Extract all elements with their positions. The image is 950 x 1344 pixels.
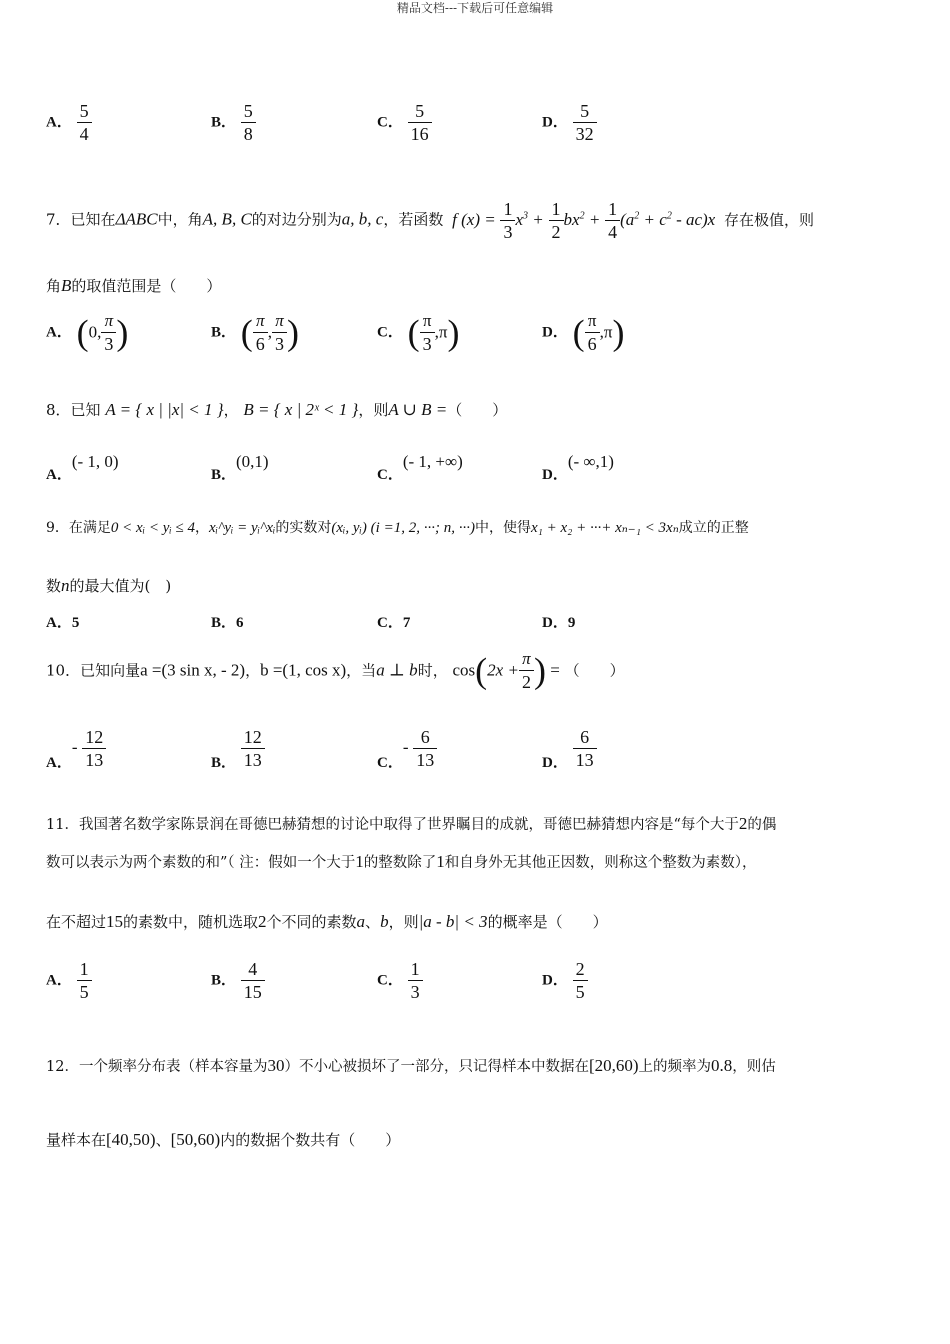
denominator: 15 [241,980,265,1003]
numerator: 4 [248,959,258,979]
fraction [241,726,265,771]
math-number: 30 [267,1056,285,1075]
stem-text: 中，角 [157,210,203,229]
fraction [500,198,515,243]
denominator: 2 [519,670,534,693]
fraction [408,958,423,1003]
q6-option-d[interactable] [542,100,597,145]
stem-text: 已知向量 [80,661,141,680]
math-var: n [61,576,70,595]
stem-text: ，当 [346,661,377,680]
stem-text: 和自身外无其他正因数，则称这个整数为素数）， [444,855,757,871]
option-label: B． [211,324,237,341]
math-condition: 0 < xᵢ < yᵢ ≤ 4 [110,520,195,536]
option-value: 7 [402,615,411,631]
option-value: (- 1, +∞) [402,452,463,471]
stem-text: 中，使得 [474,520,531,536]
denominator: 6 [253,332,268,355]
denominator: 8 [241,122,256,145]
option-sign: - [402,737,409,757]
stem-text: ，则估 [732,1059,776,1075]
denominator: 16 [408,122,432,145]
math-term: $(a^2 + c^2 - ac)x$ [620,209,716,229]
math-cos: cos [452,660,476,680]
math-term: $x^3$ + [515,209,544,229]
numerator: 12 [243,727,262,747]
q12-stem-line2 [46,1130,400,1150]
q7-option-d[interactable]: D． ( $\frac{\pi}{6}$ ,π) [542,311,625,354]
fraction [253,310,268,355]
q11-stem-line1 [46,814,776,835]
fraction [408,100,432,145]
math-triangle: ΔABC [115,209,158,229]
option-label: D． [542,972,568,989]
stem-text: 个不同的素数 [266,913,357,931]
numerator: π [104,311,114,330]
option-label: B． [211,467,237,483]
stem-text: 的取值范围是（ ） [71,277,222,295]
option-sign: - [71,737,78,757]
q9-option-a[interactable] [46,612,79,633]
option-label: D． [542,114,568,131]
fraction [573,100,597,145]
stem-text: 成立的正整 [678,520,749,536]
option-label: D． [542,467,568,483]
q9-stem-line1: 9．在满足0 < xᵢ < yᵢ ≤ 4，xᵢ^yᵢ = yᵢ^xᵢ的实数对(xᵢ, yᵢ) (i =1, 2, ···; n, ···)中，使得x₁ + x₂ + ···+ xₙ₋₁ < 3xₙ成立的正整 [46,520,749,536]
q8-option-c[interactable] [377,452,463,483]
math-perpendicular: a ⊥ b [376,660,418,680]
option-label: C． [377,754,403,771]
fraction [585,310,600,355]
option-label: B． [211,754,237,771]
q7-option-b[interactable]: B． ( $\frac{\pi}{6}$ , $\frac{\pi}{3}$ ) [211,311,300,354]
math-condition: xᵢ^yᵢ = yᵢ^xᵢ [208,520,276,536]
option-label: A． [46,324,72,341]
option-label: A． [46,972,72,989]
math-var: b [380,912,389,931]
math-vector-b: b =(1, cos x) [260,660,347,680]
q12-stem-line1 [46,1056,776,1077]
math-equals: = [545,660,560,680]
math-angles: A, B, C [202,209,252,229]
option-label: C． [377,114,403,131]
fraction [241,958,265,1003]
math-term: 2x + [487,660,519,680]
numerator: 5 [243,101,253,121]
stem-text: ，则 [358,401,389,419]
denominator: 3 [420,332,435,355]
q10-option-a[interactable] [46,726,106,771]
denominator: 3 [101,332,116,355]
option-value: 6 [236,615,244,631]
q11-option-c[interactable] [377,958,423,1003]
numerator: 12 [85,727,104,747]
stem-text: 的整数除了 [363,855,437,871]
fraction [549,198,564,243]
math-number: 15 [106,912,124,931]
q7-option-a[interactable]: A． (0, $\frac{\pi}{3}$ ) [46,311,129,354]
numerator: 5 [415,101,425,121]
fraction [420,310,435,355]
fraction [413,726,437,771]
option-label: B． [211,114,237,131]
option-label: A． [46,114,72,131]
stem-text: ）不小心被损坏了一部分，只记得样本中数据在 [284,1059,589,1075]
stem-text: 、 [155,1131,171,1149]
option-value: (- ∞,1) [567,452,614,471]
question-number: 10． [46,661,81,680]
stem-text: 数 [46,577,62,595]
fraction [272,310,287,355]
stem-text: （ ） [447,401,508,419]
stem-text: ， [223,401,239,419]
numerator: π [587,311,597,330]
fraction [573,726,597,771]
open-paren: ( [475,650,488,691]
close-paren: ) [533,650,546,691]
math-vector-a: a =(3 sin x, - 2) [140,660,246,680]
page-header: 精品文档---下载后可任意编辑 [396,1,554,15]
q11-stem-line2 [46,852,757,873]
numerator: π [422,311,432,330]
numerator: π [522,649,531,668]
option-label: A． [46,467,72,483]
open-paren: ( [240,312,253,353]
close-paren: ) [447,312,460,353]
fraction [573,958,588,1003]
fraction [605,198,620,243]
stem-text: ，若函数 [383,210,444,229]
q11-option-b[interactable] [211,958,265,1003]
close-paren: ) [612,312,625,353]
fraction [82,726,106,771]
option-label: A． [46,615,72,631]
option-label: D． [542,615,568,631]
fraction [519,648,534,693]
denominator: 3 [500,220,515,243]
q9-stem-line2 [46,576,171,596]
math-sides: a, b, c [341,209,384,229]
q9-option-b[interactable] [211,612,244,633]
q7-stem-line1 [46,198,814,243]
denominator: 5 [573,980,588,1003]
math-number: 2 [738,814,748,833]
denominator: 13 [82,748,106,771]
open-paren: ( [407,312,420,353]
stem-text: （ ） [564,661,625,680]
numerator: 1 [410,959,420,979]
stem-text: 12．一个频率分布表（样本容量为 [46,1059,268,1075]
denominator: 2 [549,220,564,243]
q11-option-d[interactable] [542,958,588,1003]
math-set-a: A = { x | |x| < 1 } [105,400,224,419]
stem-text: ，则 [388,913,419,931]
denominator: 4 [77,122,92,145]
math-interval: [50,60) [170,1130,221,1149]
math-number: 0.8 [711,1056,733,1075]
math-function-name: f (x) = [452,209,496,229]
q10-stem: 10．已知向量a =(3 sin x, - 2)，b =(1, cos x)，当a ⊥ b时， cos(2x + $\frac{\pi}{2}$ ) = （ ） [46,649,625,692]
math-inequality: |a - b| < 3 [418,912,488,931]
numerator: π [275,311,284,330]
math-number: 2 [258,912,267,931]
numerator: 1 [551,199,561,219]
stem-text: 量样本在 [46,1131,107,1149]
denominator: 32 [573,122,597,145]
stem-text: 的实数对 [275,520,332,536]
denominator: 13 [241,748,265,771]
math-number: 1 [355,852,364,871]
option-label: C． [377,324,403,341]
q8-option-b[interactable] [211,452,269,483]
fraction [77,958,92,1003]
q6-option-c[interactable] [377,100,432,145]
fraction [101,310,116,355]
numerator: 1 [503,199,513,219]
option-label: D． [542,754,568,771]
denominator: 3 [272,332,287,355]
stem-text: 的概率是（ ） [487,913,608,931]
stem-text: 存在极值，则 [724,210,815,229]
denominator: 13 [413,748,437,771]
q7-stem-line2 [46,276,221,296]
q6-option-b[interactable] [211,100,256,145]
stem-text: 的最大值为( ) [69,577,172,595]
open-paren: ( [572,312,585,353]
q11-stem-line3 [46,912,608,932]
stem-text: 的素数中，随机选取 [123,913,259,931]
q6-option-a[interactable] [46,100,92,145]
option-label: D． [542,324,568,341]
q8-option-d[interactable] [542,452,614,483]
option-value: (0,1) [236,452,269,471]
stem-text: 的偶 [747,817,777,833]
math-var: a [356,912,366,931]
denominator: 6 [585,332,600,355]
stem-text: 已知 [70,401,101,419]
stem-text: 在不超过 [46,913,107,931]
denominator: 3 [408,980,423,1003]
numerator: 1 [608,199,618,219]
option-label: C． [377,615,403,631]
stem-text: 在满足 [68,520,111,536]
numerator: 5 [580,101,590,121]
q9-option-c[interactable] [377,612,410,633]
stem-text: 11．我国著名数学家陈景润在哥德巴赫猜想的讨论中取得了世界瞩目的成就，哥德巴赫猜想内容是“每个大于 [46,817,739,833]
numerator: 1 [79,959,89,979]
stem-text: 已知在 [70,210,116,229]
close-paren: ) [287,312,300,353]
option-value: (- 1, 0) [71,452,119,471]
stem-text: 的对边分别为 [251,210,342,229]
math-term: $bx^2$ + [563,209,601,229]
stem-text: 内的数据个数共有（ ） [220,1131,401,1149]
option-label: B． [211,615,237,631]
numerator: 2 [575,959,585,979]
denominator: 13 [573,748,597,771]
math-interval: [40,50) [106,1130,156,1149]
denominator: 4 [605,220,620,243]
q9-option-d[interactable] [542,612,575,633]
q8-option-a[interactable] [46,452,119,483]
question-number: 7． [46,210,71,229]
option-label: C． [377,972,403,989]
numerator: π [256,311,265,330]
numerator: 5 [79,101,89,121]
stem-text: 数可以表示为两个素数的和”（ 注：假如一个大于 [46,855,356,871]
stem-text: 角 [46,277,62,295]
numerator: 6 [420,727,430,747]
math-var: B [61,276,72,295]
stem-text: 、 [365,913,381,931]
q10-option-d[interactable] [542,726,597,771]
math-expression: A ∪ B = [388,400,448,419]
q7-option-c[interactable]: C． ( $\frac{\pi}{3}$ ,π) [377,311,460,354]
fraction [241,100,256,145]
option-label: C． [377,467,403,483]
denominator: 5 [77,980,92,1003]
math-pair: (xᵢ, yᵢ) (i =1, 2, ···; n, ···) [331,520,475,536]
stem-text: 时， [417,661,448,680]
option-value: 9 [567,615,576,631]
stem-text: 上的频率为 [638,1059,712,1075]
open-paren: ( [76,312,89,353]
math-inequality: x₁ + x₂ + ···+ xₙ₋₁ < 3xₙ [530,520,679,536]
close-paren: ) [116,312,129,353]
option-label: A． [46,754,72,771]
question-number: 9． [46,520,69,536]
q8-stem [46,400,507,420]
numerator: 6 [580,727,590,747]
option-label: B． [211,972,237,989]
math-set-b: B = { x | 2ˣ < 1 } [243,400,359,419]
question-number: 8． [46,401,71,419]
q10-option-b[interactable] [211,726,265,771]
math-interval: [20,60) [588,1056,639,1075]
option-value: 5 [71,615,80,631]
q11-option-a[interactable] [46,958,92,1003]
q10-option-c[interactable] [377,726,437,771]
math-number: 1 [436,852,445,871]
fraction [77,100,92,145]
